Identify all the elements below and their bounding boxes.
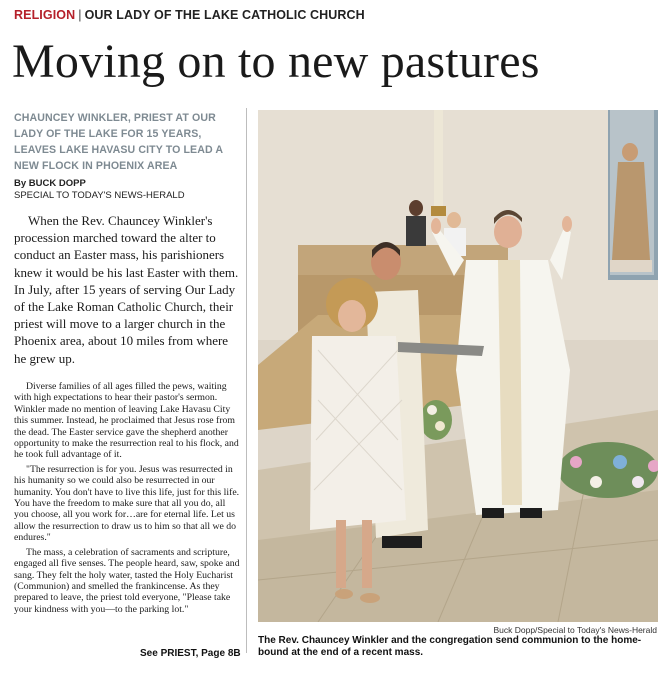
body-paragraph: The mass, a celebration of sacraments and scripture, engaged all five senses. The people heard, saw, spoke and sang. They felt the holy water, tasted the Holy Eucharist (Communion) and smelled the frankincense. As they prepared to leave, the priest told everyone, "Please take your kindness with you—to the parking lot." [14, 546, 240, 615]
kicker-separator: | [78, 8, 82, 22]
lede-text: When the Rev. Chauncey Winkler's procession marched toward the alter to conduct an Easter mass, his parishioners knew it would be his last Easter with them. In July, after 15 years of serving Our Lady of the Lake Roman Catholic Church, their priest will move to a larger church in the Phoenix area, about 10 miles from where he grew up. [14, 213, 239, 366]
byline [14, 178, 185, 202]
body-paragraph: Diverse families of all ages filled the pews, waiting with high expectations to hear their pastor's sermon. Winkler made no mention of leaving Lake Havasu City this summer. Instead, he proclaimed that Jesus rose from the dead. The Easter service gave the shepherd another opportunity to make the resurrection real to his flock, and he took full advantage of it. [14, 381, 239, 461]
photo-caption: The Rev. Chauncey Winkler and the congregation send communion to the home-bound at the end of a recent mass. [258, 635, 642, 658]
body-text [14, 381, 242, 618]
church-photo-illustration [258, 110, 658, 622]
kicker-subject: OUR LADY OF THE LAKE CATHOLIC CHURCH [84, 8, 365, 22]
jump-line: See PRIEST, Page 8B [140, 648, 241, 659]
church-photo [258, 110, 658, 622]
photo-credit: Buck Dopp/Special to Today's News-Herald [493, 625, 657, 635]
lede-paragraph [14, 212, 242, 367]
body-paragraph: "The resurrection is for you. Jesus was resurrected in his humanity so we could also be resurrected in our humanity. You don't have to live this life, just for this life. You have the freedom to make sure that all you do, all you choose, all you work for…are for eternal life. Let us allow the resurrection to draw us to him so that all we do endures." [14, 463, 240, 544]
column-divider [246, 108, 247, 653]
byline-affiliation: SPECIAL TO TODAY'S NEWS-HERALD [14, 190, 185, 201]
section-kicker [14, 8, 365, 22]
section-label: RELIGION [14, 8, 76, 22]
headline: Moving on to new pastures [12, 35, 540, 88]
deck-subheadline: CHAUNCEY WINKLER, PRIEST AT OUR LADY OF THE LAKE FOR 15 YEARS, LEAVES LAKE HAVASU CITY TO LEAD A NEW FLOCK IN PHOENIX AREA [14, 112, 223, 172]
byline-author: By BUCK DOPP [14, 178, 86, 189]
